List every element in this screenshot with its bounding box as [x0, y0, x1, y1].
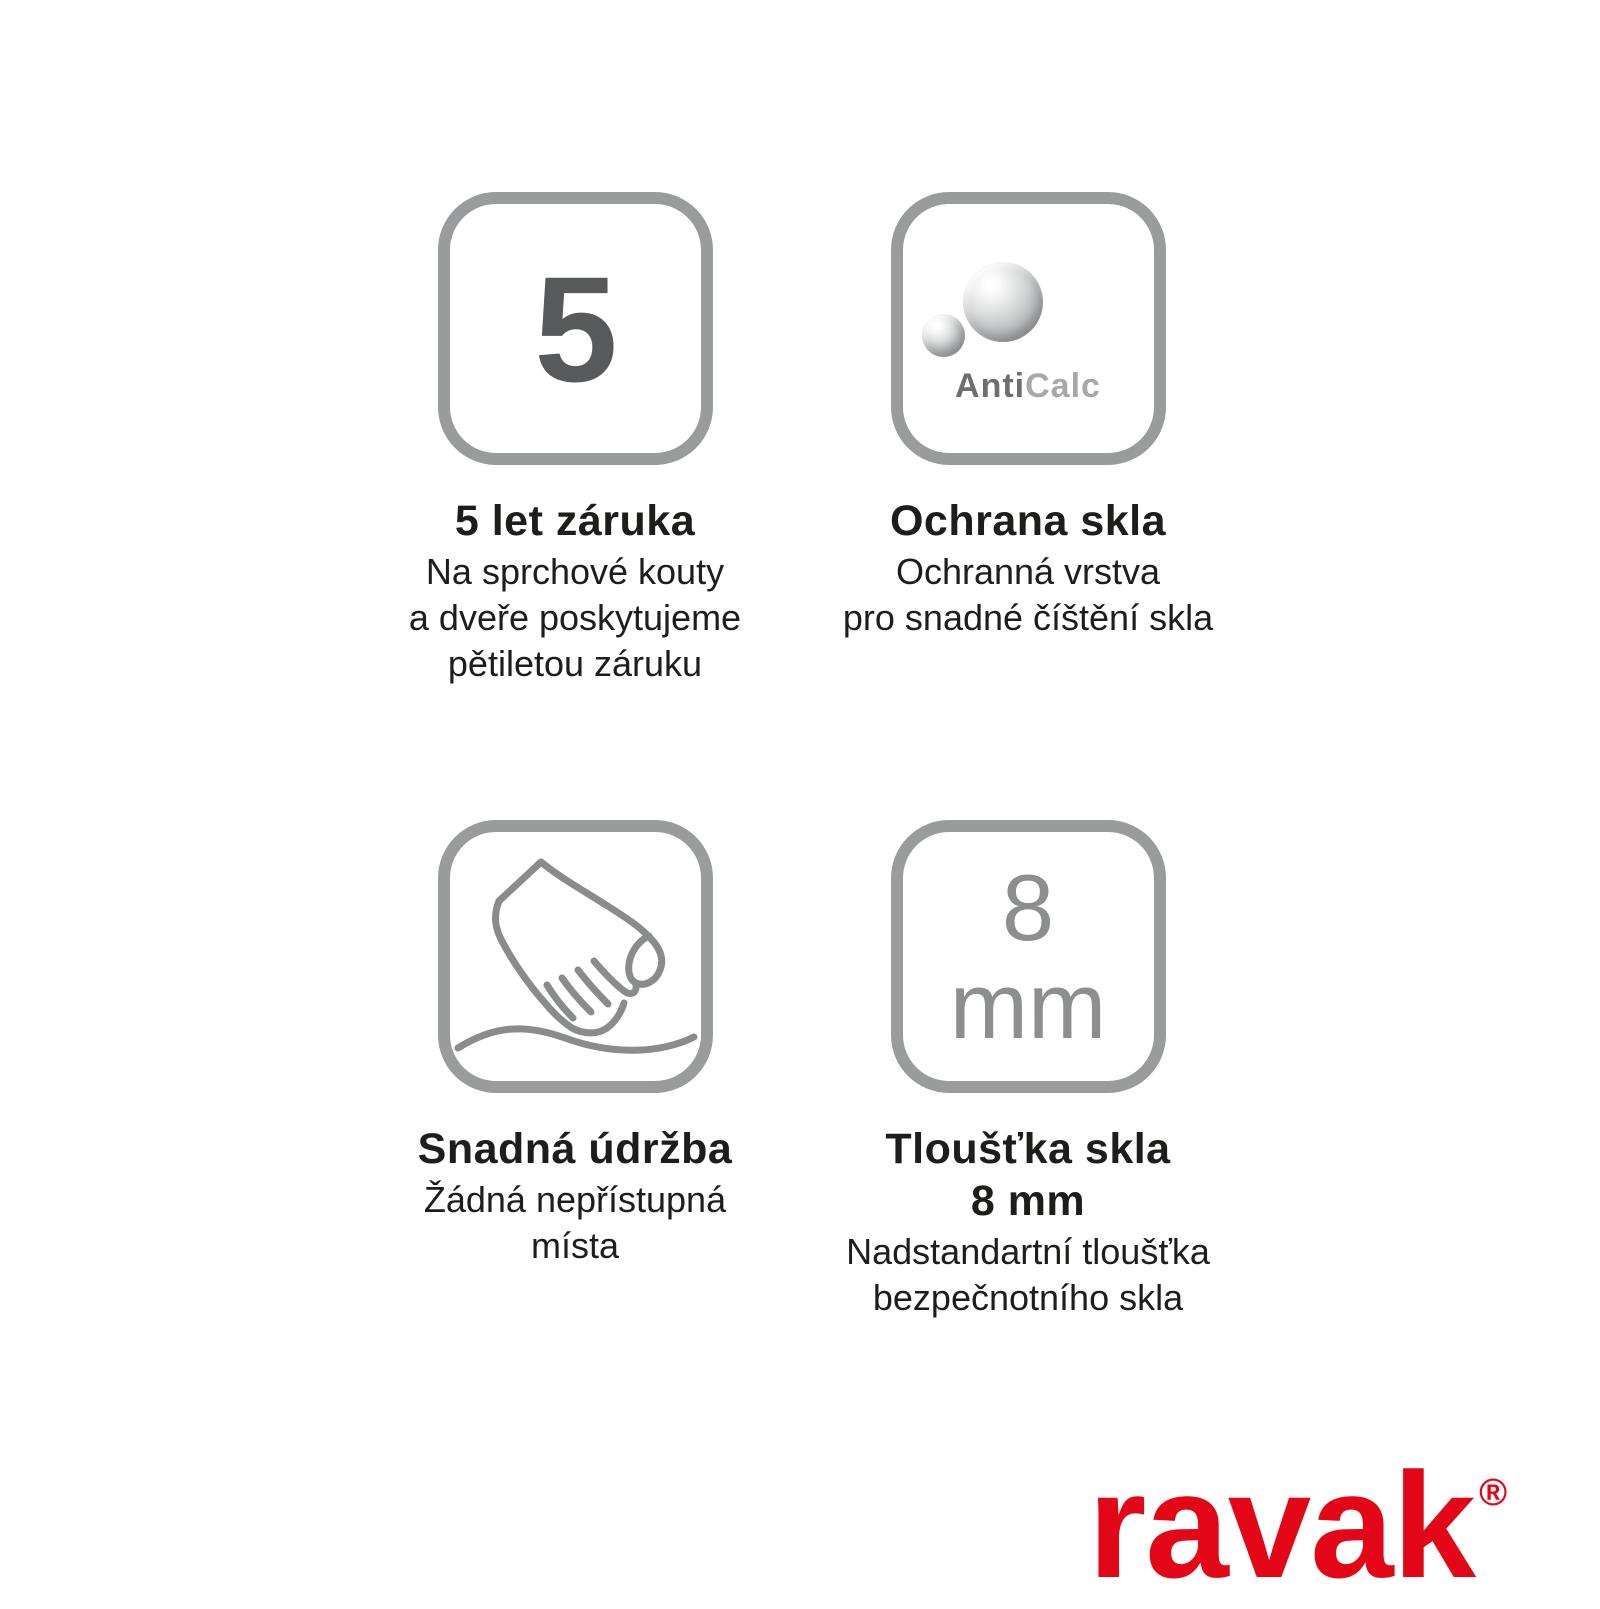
feature-title-easy-maintenance: Snadná údržba [417, 1125, 733, 1173]
number-5-icon [438, 192, 713, 465]
description-line: bezpečnotního skla [872, 1277, 1184, 1318]
glass-thickness-icon [891, 820, 1166, 1093]
feature-glass-protection [808, 192, 1248, 641]
description-line: Ochranná vrstva [895, 551, 1161, 592]
feature-easy-maintenance [355, 820, 795, 1269]
description-line: pětiletou záruku [447, 643, 703, 684]
anticalc-bubbles-icon [891, 192, 1166, 465]
ravak-logo-text: ravak [1088, 1441, 1476, 1609]
description-line: Žádná nepřístupná [423, 1179, 727, 1220]
anticalc-wordmark [903, 369, 1154, 403]
feature-title-glass-thickness: Tloušťka skla [885, 1125, 1171, 1173]
bubble-small-icon [922, 314, 965, 357]
thickness-unit: mm [949, 952, 1107, 1058]
description-line: Na sprchové kouty [425, 551, 725, 592]
registered-trademark-icon: ® [1479, 1472, 1508, 1514]
thickness-value: 8 [1001, 854, 1055, 960]
bubble-large-icon [963, 262, 1043, 342]
feature-description-glass-thickness [808, 1229, 1248, 1321]
feature-title-glass-protection: Ochrana skla [889, 497, 1167, 545]
anticalc-word-calc: Calc [1025, 367, 1101, 405]
feature-description-warranty [355, 549, 795, 687]
warranty-number: 5 [534, 244, 616, 413]
feature-title-glass-thickness-value: 8 mm [970, 1177, 1086, 1225]
feature-description-glass-protection [808, 549, 1248, 641]
feature-warranty [355, 192, 795, 687]
feature-description-easy-maintenance [355, 1177, 795, 1269]
anticalc-word-anti: Anti [955, 367, 1026, 405]
ravak-logo [1088, 1418, 1508, 1609]
feature-title-warranty: 5 let záruka [454, 497, 696, 545]
feature-glass-thickness [808, 820, 1248, 1321]
description-line: a dveře poskytujeme [408, 597, 742, 638]
description-line: místa [530, 1225, 619, 1266]
description-line: pro snadné číštění skla [842, 597, 1214, 638]
hand-icon [438, 820, 713, 1093]
hand-icon-drawing [450, 832, 701, 1081]
description-line: Nadstandartní tloušťka [846, 1231, 1210, 1272]
